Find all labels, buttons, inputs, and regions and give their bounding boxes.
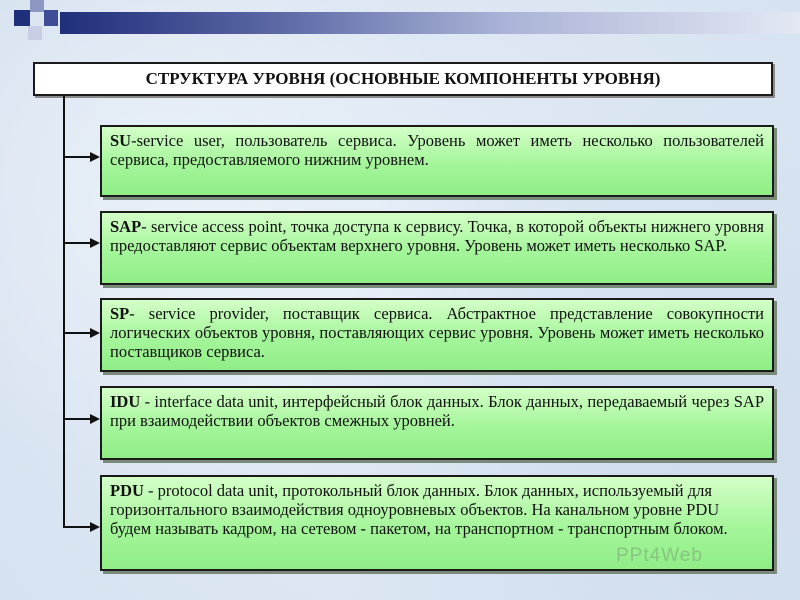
term-sp: SP <box>110 304 130 323</box>
definition-sap: - service access point, точка доступа к сервису. Точка, в которой объекты нижнего уровня предоставляют сервис объектам верхнего уровня. Уровень может иметь несколько SAP. <box>110 217 764 255</box>
arrow-sp <box>90 328 100 338</box>
component-box-sap <box>100 211 774 285</box>
connector-branch-pdu <box>63 526 91 528</box>
decor-square <box>28 26 42 40</box>
connector-branch-sp <box>63 332 91 334</box>
definition-idu: - interface data unit, интерфейсный блок данных. Блок данных, передаваемый через SAP при взаимодействии объектов смежных уровней. <box>110 392 764 430</box>
decor-square <box>44 10 58 26</box>
term-pdu: PDU <box>110 481 144 500</box>
header-decoration <box>0 0 800 44</box>
decor-stripe <box>60 12 800 34</box>
arrow-su <box>90 152 100 162</box>
diagram-title: СТРУКТУРА УРОВНЯ (ОСНОВНЫЕ КОМПОНЕНТЫ УРОВНЯ) <box>33 62 773 96</box>
arrow-idu <box>90 414 100 424</box>
decor-square <box>30 0 44 12</box>
definition-sp: - service provider, поставщик сервиса. Абстрактное представление совокупности логических объектов уровня, поставляющих сервис уровня. Уровень может иметь несколько поставщиков сервиса. <box>110 304 764 361</box>
decor-square <box>14 10 30 26</box>
arrow-pdu <box>90 522 100 532</box>
term-su: SU <box>110 131 132 150</box>
watermark: PPt4Web <box>616 545 703 566</box>
component-box-idu <box>100 386 774 460</box>
definition-pdu: - protocol data unit, протокольный блок данных. Блок данных, используемый для горизонтального взаимодействия одноуровневых объектов. На канальном уровне PDU будем называть кадром, на сетевом - пакетом, на транспортном - транспортным блоком. <box>110 481 728 538</box>
connector-branch-su <box>63 156 91 158</box>
connector-vertical <box>63 96 65 528</box>
term-sap: SAP <box>110 217 142 236</box>
term-idu: IDU <box>110 392 141 411</box>
component-box-su <box>100 125 774 197</box>
connector-branch-sap <box>63 242 91 244</box>
definition-su: -service user, пользователь сервиса. Уровень может иметь несколько пользователей сервиса, предоставляемого нижним уровнем. <box>110 131 764 169</box>
component-box-sp <box>100 298 774 372</box>
connector-branch-idu <box>63 418 91 420</box>
arrow-sap <box>90 238 100 248</box>
